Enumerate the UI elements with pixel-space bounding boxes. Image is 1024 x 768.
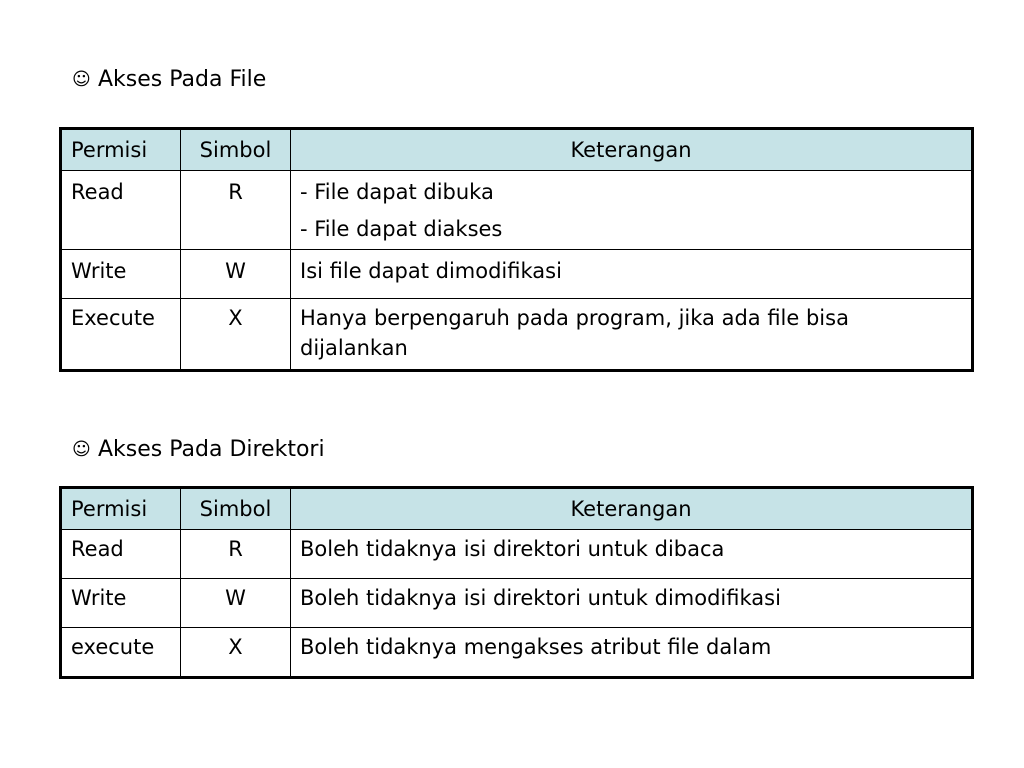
simbol-cell: X bbox=[181, 628, 291, 678]
table-row bbox=[61, 250, 973, 299]
directory-permission-table bbox=[59, 486, 974, 679]
smiley-icon: ☺ bbox=[72, 439, 91, 460]
permisi-cell: Write bbox=[61, 250, 181, 299]
keterangan-cell: Boleh tidaknya isi direktori untuk dibaca bbox=[291, 530, 973, 579]
table-row bbox=[61, 299, 973, 371]
permisi-cell: Read bbox=[61, 171, 181, 250]
section-heading-direktori bbox=[72, 437, 325, 463]
simbol-cell: W bbox=[181, 579, 291, 628]
simbol-cell: W bbox=[181, 250, 291, 299]
section-title-file: Akses Pada File bbox=[98, 67, 267, 92]
keterangan-cell: Isi file dapat dimodifikasi bbox=[291, 250, 973, 299]
section-title-direktori: Akses Pada Direktori bbox=[98, 437, 325, 462]
simbol-cell: R bbox=[181, 171, 291, 250]
keterangan-line: - File dapat diakses bbox=[300, 217, 503, 241]
simbol-cell: R bbox=[181, 530, 291, 579]
permisi-cell: execute bbox=[61, 628, 181, 678]
table-row bbox=[61, 530, 973, 579]
column-header-simbol: Simbol bbox=[181, 488, 291, 530]
section-heading-file bbox=[72, 67, 266, 93]
keterangan-cell bbox=[291, 171, 973, 250]
permisi-cell: Execute bbox=[61, 299, 181, 371]
keterangan-line: - File dapat dibuka bbox=[300, 180, 494, 204]
permisi-cell: Write bbox=[61, 579, 181, 628]
column-header-permisi: Permisi bbox=[61, 488, 181, 530]
smiley-icon: ☺ bbox=[72, 69, 91, 90]
column-header-keterangan: Keterangan bbox=[291, 488, 973, 530]
table-header-row bbox=[61, 488, 973, 530]
column-header-simbol: Simbol bbox=[181, 129, 291, 171]
column-header-permisi: Permisi bbox=[61, 129, 181, 171]
table-row bbox=[61, 579, 973, 628]
table-row bbox=[61, 628, 973, 678]
keterangan-cell: Hanya berpengaruh pada program, jika ada file bisa dijalankan bbox=[291, 299, 973, 371]
keterangan-cell: Boleh tidaknya mengakses atribut file dalam bbox=[291, 628, 973, 678]
table-row bbox=[61, 171, 973, 250]
keterangan-cell: Boleh tidaknya isi direktori untuk dimodifikasi bbox=[291, 579, 973, 628]
permisi-cell: Read bbox=[61, 530, 181, 579]
table-header-row bbox=[61, 129, 973, 171]
column-header-keterangan: Keterangan bbox=[291, 129, 973, 171]
simbol-cell: X bbox=[181, 299, 291, 371]
file-permission-table bbox=[59, 127, 974, 372]
